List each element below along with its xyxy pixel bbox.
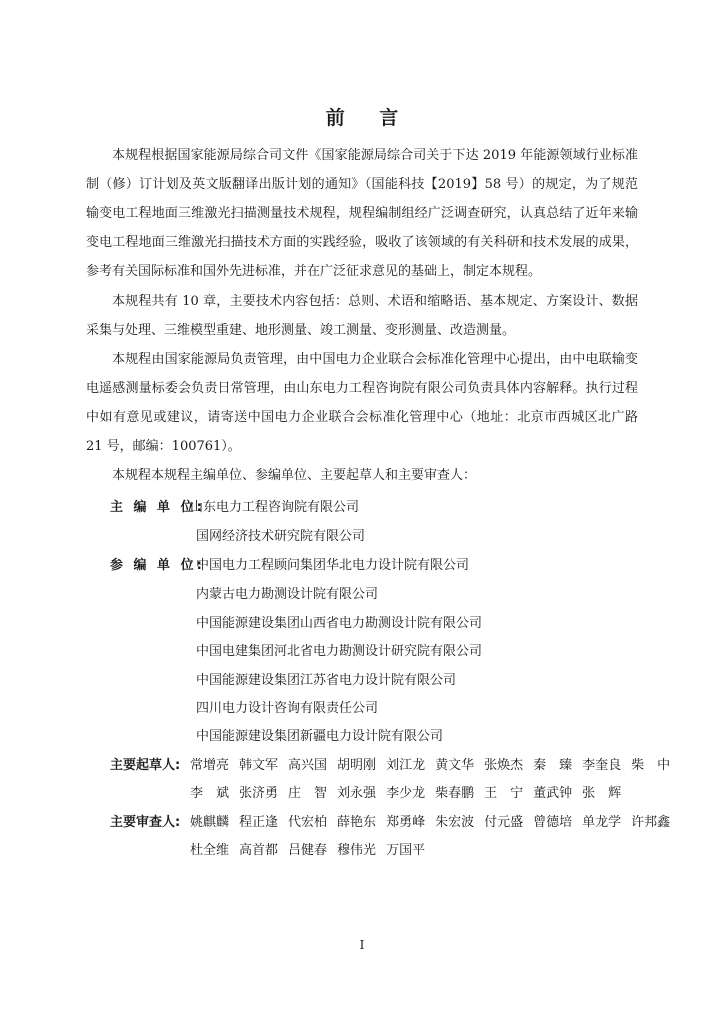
drafter-name: 高兴国 (288, 758, 328, 773)
drafter-name: 常增亮 (190, 758, 230, 773)
drafter-name: 庄 智 (288, 786, 328, 801)
reviewer-name: 许邦鑫 (631, 815, 671, 830)
reviewer-name: 单龙学 (582, 815, 622, 830)
reviewer-name: 郑勇峰 (386, 815, 426, 830)
participating-unit: 中国电力工程顾问集团华北电力设计院有限公司 (196, 558, 470, 573)
paragraph-management: 本规程由国家能源局负责管理，由中国电力企业联合会标准化管理中心提出，由中电联输变电遥感测量标委会负责日常管理，由山东电力工程咨询院有限公司负责具体内容解释。执行过程中如有意见或建议，请寄送中国电力企业联合会标准化管理中心（地址：北京市西城区北广路 21 号，邮编：100761）。 (86, 352, 638, 454)
drafters-label: 主要起草人: (110, 758, 181, 773)
participating-unit: 中国电建集团河北省电力勘测设计研究院有限公司 (196, 644, 483, 659)
reviewer-name: 薛艳东 (337, 815, 377, 830)
participating-unit: 中国能源建设集团山西省电力勘测设计院有限公司 (196, 616, 483, 631)
drafters-line-2 (190, 782, 631, 801)
reviewer-name: 杜全维 (190, 843, 230, 858)
reviewers-label: 主要审查人: (110, 815, 181, 830)
participating-unit: 中国能源建设集团新疆电力设计院有限公司 (196, 729, 444, 744)
drafter-name: 柴春鹏 (435, 786, 475, 801)
reviewers-line-1 (190, 811, 680, 830)
drafter-name: 刘永强 (337, 786, 377, 801)
reviewer-name: 吕健春 (288, 843, 328, 858)
page-number: I (359, 938, 365, 952)
participating-label: 参 编 单 位: (110, 558, 205, 573)
reviewer-name: 程正逢 (239, 815, 279, 830)
drafter-name: 李 斌 (190, 786, 230, 801)
drafter-name: 韩文军 (239, 758, 279, 773)
drafter-name: 李奎良 (582, 758, 622, 773)
participating-unit: 内蒙古电力勘测设计院有限公司 (196, 587, 379, 602)
drafter-name: 黄文华 (435, 758, 475, 773)
page-title: 前 言 (325, 107, 413, 129)
paragraph-contents: 本规程共有 10 章，主要技术内容包括：总则、术语和缩略语、基本规定、方案设计、数据采集与处理、三维模型重建、地形测量、竣工测量、变形测量、改造测量。 (86, 294, 638, 338)
chief-editor-label: 主 编 单 位: (110, 500, 205, 515)
reviewer-name: 付元盛 (484, 815, 524, 830)
drafter-name: 刘江龙 (386, 758, 426, 773)
paragraph-intro: 本规程根据国家能源局综合司文件《国家能源局综合司关于下达 2019 年能源领域行业标准制（修）订计划及英文版翻译出版计划的通知》（国能科技【2019】58 号）的规定，为了规范输变电工程地面三维激光扫描测量技术规程，规程编制组经广泛调查研究，认真总结了近年来输变电工程地面三维激光扫描技术方面的实践经验，吸收了该领域的有关科研和技术发展的成果，参考有关国际标准和国外先进标准，并在广泛征求意见的基础上，制定本规程。 (86, 148, 638, 279)
drafter-name: 王 宁 (484, 786, 524, 801)
chief-editor-unit: 国网经济技术研究院有限公司 (196, 529, 366, 544)
drafter-name: 张济勇 (239, 786, 279, 801)
chief-editor-unit: 山东电力工程咨询院有限公司 (190, 500, 360, 515)
drafter-name: 张 辉 (582, 786, 622, 801)
reviewer-name: 朱宏波 (435, 815, 475, 830)
reviewer-name: 穆伟光 (337, 843, 377, 858)
reviewer-name: 曾德培 (533, 815, 573, 830)
drafters-line-1 (190, 754, 680, 773)
reviewers-line-2 (190, 839, 435, 858)
drafter-name: 柴 中 (631, 758, 671, 773)
drafter-name: 胡明刚 (337, 758, 377, 773)
reviewer-name: 万国平 (386, 843, 426, 858)
drafter-name: 李少龙 (386, 786, 426, 801)
drafter-name: 秦 臻 (533, 758, 573, 773)
reviewer-name: 姚麒麟 (190, 815, 230, 830)
reviewer-name: 代宏柏 (288, 815, 328, 830)
participating-unit: 四川电力设计咨询有限责任公司 (196, 701, 379, 716)
drafter-name: 张焕杰 (484, 758, 524, 773)
participating-unit: 中国能源建设集团江苏省电力设计院有限公司 (196, 673, 457, 688)
paragraph-units-intro: 本规程本规程主编单位、参编单位、主要起草人和主要审查人： (112, 468, 477, 483)
reviewer-name: 高首都 (239, 843, 279, 858)
drafter-name: 董武钟 (533, 786, 573, 801)
